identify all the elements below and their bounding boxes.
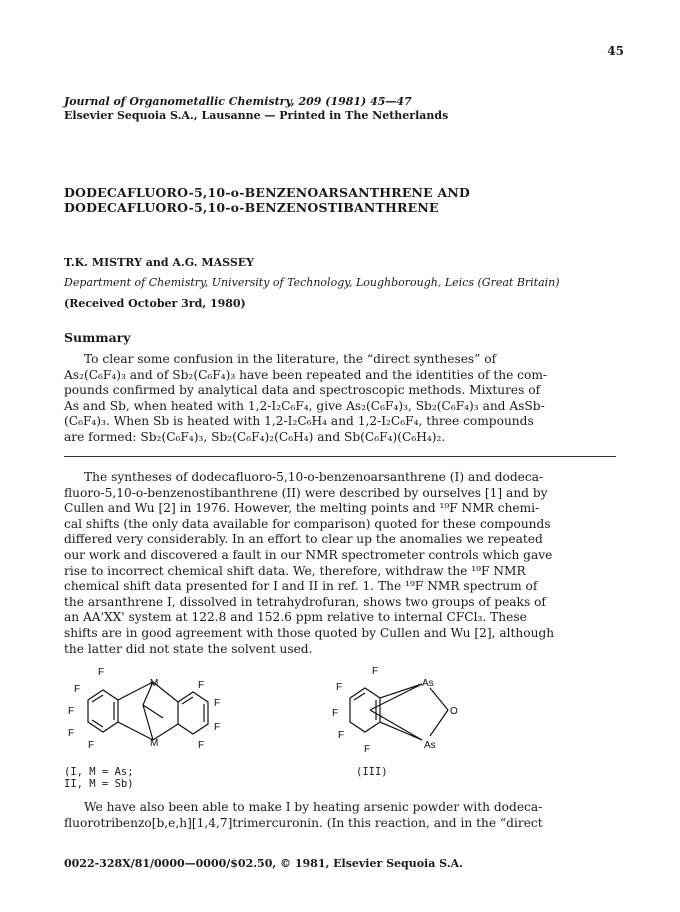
atom-label-as: As: [424, 740, 436, 751]
atom-label-f: F: [68, 706, 75, 717]
atom-label-f: F: [338, 730, 345, 741]
structure-i-ii-diagram: [58, 660, 258, 760]
summary-line: pounds confirmed by analytical data and spectroscopic methods. Mixtures of: [64, 383, 541, 398]
structure-caption-iii: (III): [356, 766, 388, 778]
atom-label-f: F: [198, 740, 205, 751]
section-divider: [64, 456, 616, 457]
page-number: 45: [607, 44, 624, 58]
authors: T.K. MISTRY and A.G. MASSEY: [64, 256, 255, 269]
closing-paragraph: [64, 800, 616, 831]
atom-label-f: F: [198, 680, 205, 691]
caption-line-1: (I, M = As;: [64, 766, 134, 778]
atom-label-f: F: [214, 722, 221, 733]
atom-label-f: F: [88, 740, 95, 751]
footer-copyright: 0022-328X/81/0000—0000/$02.50, © 1981, Elsevier Sequoia S.A.: [64, 857, 463, 870]
atom-label-f: F: [372, 666, 379, 677]
body-line: an AA'XX' system at 122.8 and 152.6 ppm relative to internal CFCl₃. These: [64, 610, 527, 625]
atom-label-f: F: [98, 667, 105, 678]
received-date: (Received October 3rd, 1980): [64, 297, 246, 310]
body-line: The syntheses of dodecafluoro-5,10-o-benzenoarsanthrene (I) and dodeca-: [84, 470, 544, 484]
atom-label-f: F: [74, 684, 81, 695]
summary-line: To clear some confusion in the literature, the “direct syntheses” of: [84, 352, 497, 366]
body-line: chemical shift data presented for I and II in ref. 1. The ¹⁹F NMR spectrum of: [64, 579, 538, 594]
body-line: differed very considerably. In an effort to clear up the anomalies we repeated: [64, 532, 543, 547]
structure-iii-diagram: [330, 660, 480, 760]
title-line-2: DODECAFLUORO-5,10-o-BENZENOSTIBANTHRENE: [64, 200, 439, 215]
atom-label-m: M: [150, 738, 159, 749]
body-paragraph: [64, 470, 616, 657]
body-line: Cullen and Wu [2] in 1976. However, the melting points and ¹⁹F NMR chemi-: [64, 501, 540, 516]
journal-publisher: Elsevier Sequoia S.A., Lausanne — Printed in The Netherlands: [64, 109, 449, 122]
body-line: our work and discovered a fault in our NMR spectrometer controls which gave: [64, 547, 553, 562]
summary-line: As and Sb, when heated with 1,2-I₂C₆F₄, give As₂(C₆F₄)₃, Sb₂(C₆F₄)₃ and AsSb-: [64, 398, 545, 413]
summary-line: (C₆F₄)₃. When Sb is heated with 1,2-I₂C₆H₄ and 1,2-I₂C₆F₄, three compounds: [64, 414, 534, 429]
affiliation: Department of Chemistry, University of Technology, Loughborough, Leics (Great Britain): [64, 276, 560, 289]
body-line: cal shifts (the only data available for comparison) quoted for these compounds: [64, 516, 551, 531]
summary-paragraph: [64, 352, 616, 446]
atom-label-f: F: [214, 698, 221, 709]
caption-line-2: II, M = Sb): [64, 778, 134, 790]
atom-label-f: F: [332, 708, 339, 719]
body-line: the latter did not state the solvent used.: [64, 641, 313, 656]
atom-label-f: F: [364, 744, 371, 755]
structure-caption-i: [64, 766, 134, 790]
summary-line: are formed: Sb₂(C₆F₄)₃, Sb₂(C₆F₄)₂(C₆H₄) and Sb(C₆F₄)(C₆H₄)₂.: [64, 429, 446, 444]
journal-citation: Journal of Organometallic Chemistry, 209 (1981) 45—47: [64, 95, 412, 108]
body-line: fluoro-5,10-o-benzenostibanthrene (II) were described by ourselves [1] and by: [64, 485, 548, 500]
summary-line: As₂(C₆F₄)₃ and of Sb₂(C₆F₄)₃ have been repeated and the identities of the com-: [64, 367, 547, 382]
atom-label-f: F: [336, 682, 343, 693]
atom-label-m: M: [150, 678, 159, 689]
body-line: rise to incorrect chemical shift data. We, therefore, withdraw the ¹⁹F NMR: [64, 563, 526, 578]
summary-heading: Summary: [64, 330, 131, 345]
title-line-1: DODECAFLUORO-5,10-o-BENZENOARSANTHRENE AND: [64, 185, 471, 200]
body-line: shifts are in good agreement with those quoted by Cullen and Wu [2], although: [64, 625, 555, 640]
article-title: [64, 185, 470, 215]
closing-line: fluorotribenzo[b,e,h][1,4,7]trimercuronin. (In this reaction, and in the “direct: [64, 815, 543, 830]
closing-line: We have also been able to make I by heating arsenic powder with dodeca-: [84, 800, 543, 814]
atom-label-f: F: [68, 728, 75, 739]
journal-header: [64, 95, 448, 123]
atom-label-o: O: [450, 706, 458, 717]
atom-label-as: As: [422, 678, 434, 689]
body-line: the arsanthrene I, dissolved in tetrahydrofuran, shows two groups of peaks of: [64, 594, 546, 609]
